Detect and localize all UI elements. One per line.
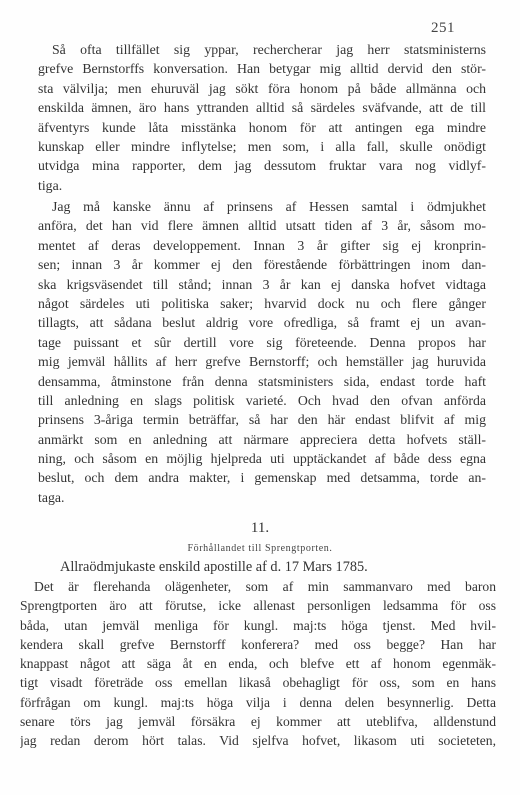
text-line: senare törs jag jemväl försäkra ej kommer att uteblifva, alldenstund <box>20 714 496 730</box>
text-line: Det är flerehanda olägenheter, som af min sammanvaro med baron <box>34 579 496 594</box>
text-line: äfventyrs kunde låta misstänka honom för att antingen ega mindre <box>38 119 486 135</box>
text-line: knappast något att säga åt en enda, och blefve ett af honom egenmäk- <box>20 656 496 672</box>
text-line: Jag må kanske ännu af prinsens af Hessen samtal i ödmjukhet <box>52 199 486 214</box>
text-line: anföra, det han vid flere ämnen alltid utsatt tiden af 3 år, såsom mo- <box>38 218 486 234</box>
text-line: enskilda ämnen, äro hans yttranden alltid så särdeles sväfvande, att de till <box>38 100 486 116</box>
text-line: sen; innan 3 år kommer ej den förestående förbättringen inom dan- <box>38 257 486 273</box>
text-line: utvidga mina rapporter, dem jag dessutom fruktar vara nog vidlyf- <box>38 158 486 174</box>
text-line: grefve Bernstorffs konversation. Han betygar mig alltid dervid den stör- <box>38 61 486 77</box>
text-line: något särdeles uti politiska saker; hvarvid dock nu och flere gånger <box>38 295 486 311</box>
text-line: ska krigsväsendet till stånd; innan 3 år kan ej danska hofvet vidtaga <box>38 276 486 292</box>
text-line: båda, utan jemväl menliga för kungl. maj:ts höga tjenst. Med hvil- <box>20 617 496 633</box>
text-line: densamma, åtminstone från denna statsministers sida, endast torde haft <box>38 373 486 389</box>
section-number: 11. <box>250 520 270 536</box>
text-line: tiga. <box>38 177 63 193</box>
text-line: taga. <box>38 489 65 505</box>
text-line: mentet af deras developpement. Innan 3 år gifter sig ej kronprin- <box>38 237 486 253</box>
text-line: tigt visadt företräde oss emellan likaså obehagligt för oss, som en hans <box>20 675 496 691</box>
text-line: jag redan derom hört talas. Vid sjelfva hofvet, likasom uti societeten, <box>20 733 496 749</box>
text-line: kunskap eller mindre inflytelse; men som, i alla fall, skulle onödigt <box>38 138 486 154</box>
text-line: mig jemväl hållits af herr grefve Bernstorff; och hemställer jag huruvida <box>38 354 486 370</box>
text-line: Så ofta tillfället sig yppar, rechercherar jag herr statsministerns <box>52 42 486 57</box>
text-line: Sprengtporten äro att förutse, icke allenast personligen ledsamma för oss <box>20 598 496 614</box>
text-line: sta välvilja; men ehuruväl jag sökt föra honom på både allmänna och <box>38 80 486 96</box>
paragraph-prince-of-hessen <box>38 197 486 507</box>
letter-body <box>20 577 496 751</box>
text-line: beslut, och dem andra makter, i gemenskap med detsamma, torde an- <box>38 470 486 486</box>
page-number: 251 <box>431 20 455 36</box>
text-line: till anledning en slags politisk varieté. Och hvad den ofvan anförda <box>38 392 486 408</box>
text-line: prinsens 3-åriga termin beträffar, så har den här endast blifvit af mig <box>38 412 486 428</box>
text-line: kendera skall grefve Bernstorff konferera? med oss begge? Han har <box>20 636 496 652</box>
text-line: ning, och såsom en möjlig hjelpreda uti upptäckandet af både dess egna <box>38 451 486 467</box>
section-title: Förhållandet till Sprengtporten. <box>187 543 333 554</box>
text-line: tillagts, att sådana beslut aldrig vore ofredliga, så framt ej un avan- <box>38 315 486 331</box>
text-line: tage puissant et sûr dertill vore sig företeende. Denna propos har <box>38 334 486 350</box>
letter-salutation: Allraödmjukaste enskild apostille af d. 17 Mars 1785. <box>60 559 368 575</box>
text-line: förfrågan om kungl. maj:ts höga vilja i denna delen besynnerlig. Detta <box>20 694 496 710</box>
paragraph-bernstorff <box>38 40 486 195</box>
text-line: anmärkt som en anledning att närmare appreciera detta hofvets ställ- <box>38 431 486 447</box>
